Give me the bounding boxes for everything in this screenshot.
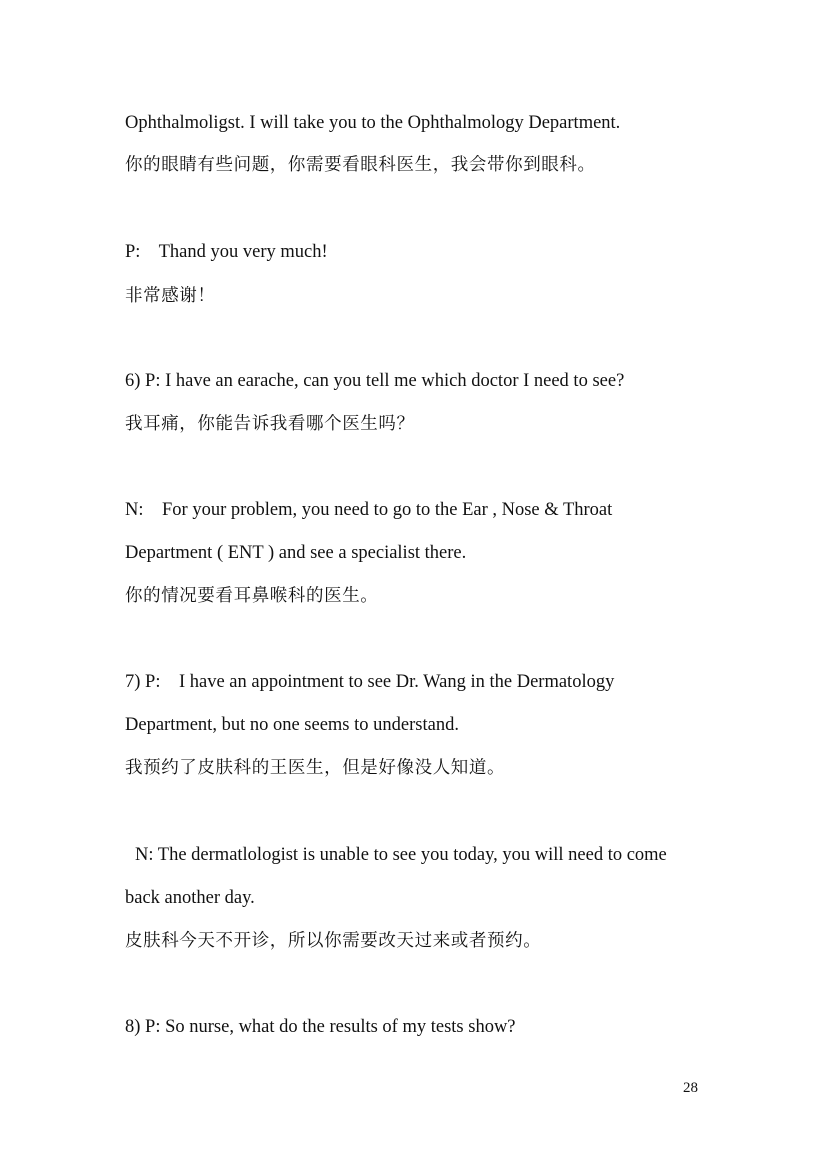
text-line-english: Department, but no one seems to understand. — [125, 715, 459, 735]
text-line-chinese: 你的眼睛有些问题，你需要看眼科医生，我会带你到眼科。 — [125, 155, 596, 175]
text-line-english: 6) P: I have an earache, can you tell me which doctor I need to see? — [125, 371, 625, 391]
text-line-english: N: The dermatlologist is unable to see you today, you will need to come — [135, 845, 667, 865]
text-line-chinese: 非常感谢！ — [125, 286, 216, 306]
text-line-english: N: For your problem, you need to go to the Ear , Nose & Throat — [125, 500, 613, 520]
text-line-chinese: 皮肤科今天不开诊，所以你需要改天过来或者预约。 — [125, 931, 542, 951]
text-line-english: P: Thand you very much! — [125, 242, 328, 262]
text-line-english: 7) P: I have an appointment to see Dr. Wang in the Dermatology — [125, 672, 615, 692]
text-line-english: Ophthalmoligst. I will take you to the Ophthalmology Department. — [125, 113, 621, 133]
text-line-english: Department ( ENT ) and see a specialist there. — [125, 543, 467, 563]
text-line-chinese: 你的情况要看耳鼻喉科的医生。 — [125, 586, 379, 606]
text-line-english: 8) P: So nurse, what do the results of my tests show? — [125, 1017, 516, 1037]
text-line-chinese: 我耳痛，你能告诉我看哪个医生吗？ — [125, 414, 415, 434]
text-line-chinese: 我预约了皮肤科的王医生，但是好像没人知道。 — [125, 758, 506, 778]
text-line-english: back another day. — [125, 888, 255, 908]
page-number: 28 — [683, 1080, 698, 1096]
